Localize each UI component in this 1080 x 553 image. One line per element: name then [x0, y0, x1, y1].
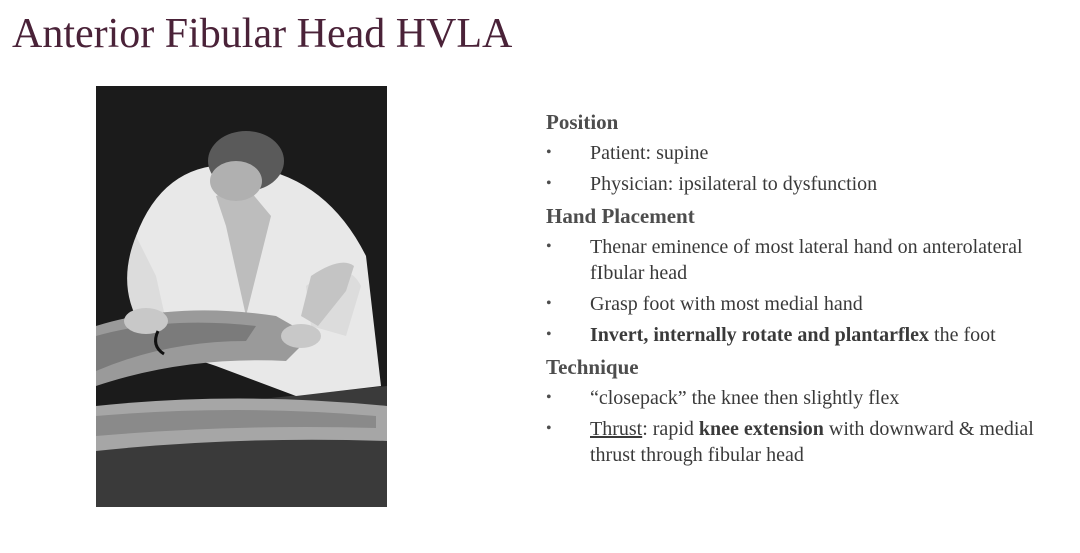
bullet-icon: • — [546, 389, 552, 406]
technique-photo — [96, 86, 387, 507]
photo-illustration — [96, 86, 387, 507]
bullet-icon: • — [546, 295, 552, 312]
list-item — [546, 385, 1066, 411]
list-item — [546, 322, 1066, 348]
position-item-physician: Physician: ipsilateral to dysfunction — [590, 173, 878, 195]
technique-item-thrust-rest: with downward & medial thrust through fibular head — [590, 418, 1034, 466]
list-item — [546, 291, 1066, 317]
hand-placement-heading: Hand Placement — [546, 204, 695, 228]
list-item — [546, 416, 1066, 468]
technique-item-closepack: “closepack” the knee then slightly flex — [590, 387, 900, 409]
hand-placement-list — [546, 234, 1066, 348]
technique-list — [546, 385, 1066, 468]
technique-item-thrust-bold: knee extension — [698, 418, 824, 440]
bullet-icon: • — [546, 420, 552, 437]
hand-placement-item-invert-rest: the foot — [929, 324, 996, 346]
bullet-icon: • — [546, 238, 552, 255]
bullet-icon: • — [546, 326, 552, 343]
list-item — [546, 140, 1066, 166]
hand-placement-item-grasp: Grasp foot with most medial hand — [590, 293, 863, 315]
hand-placement-item-invert-bold: Invert, internally rotate and plantarflex — [590, 324, 930, 346]
bullet-icon: • — [546, 175, 552, 192]
position-list — [546, 140, 1066, 197]
slide-title: Anterior Fibular Head HVLA — [12, 11, 513, 57]
list-item — [546, 234, 1066, 286]
hand-placement-item-thenar: Thenar eminence of most lateral hand on anterolateral fIbular head — [590, 236, 1023, 284]
position-item-patient: Patient: supine — [590, 142, 709, 164]
list-item — [546, 171, 1066, 197]
technique-item-thrust-mid: : rapid — [642, 418, 699, 440]
bullet-icon: • — [546, 144, 552, 161]
technique-heading: Technique — [546, 355, 639, 379]
position-heading: Position — [546, 110, 619, 134]
technique-item-thrust-label: Thrust — [590, 418, 643, 440]
content-panel — [546, 108, 1066, 473]
